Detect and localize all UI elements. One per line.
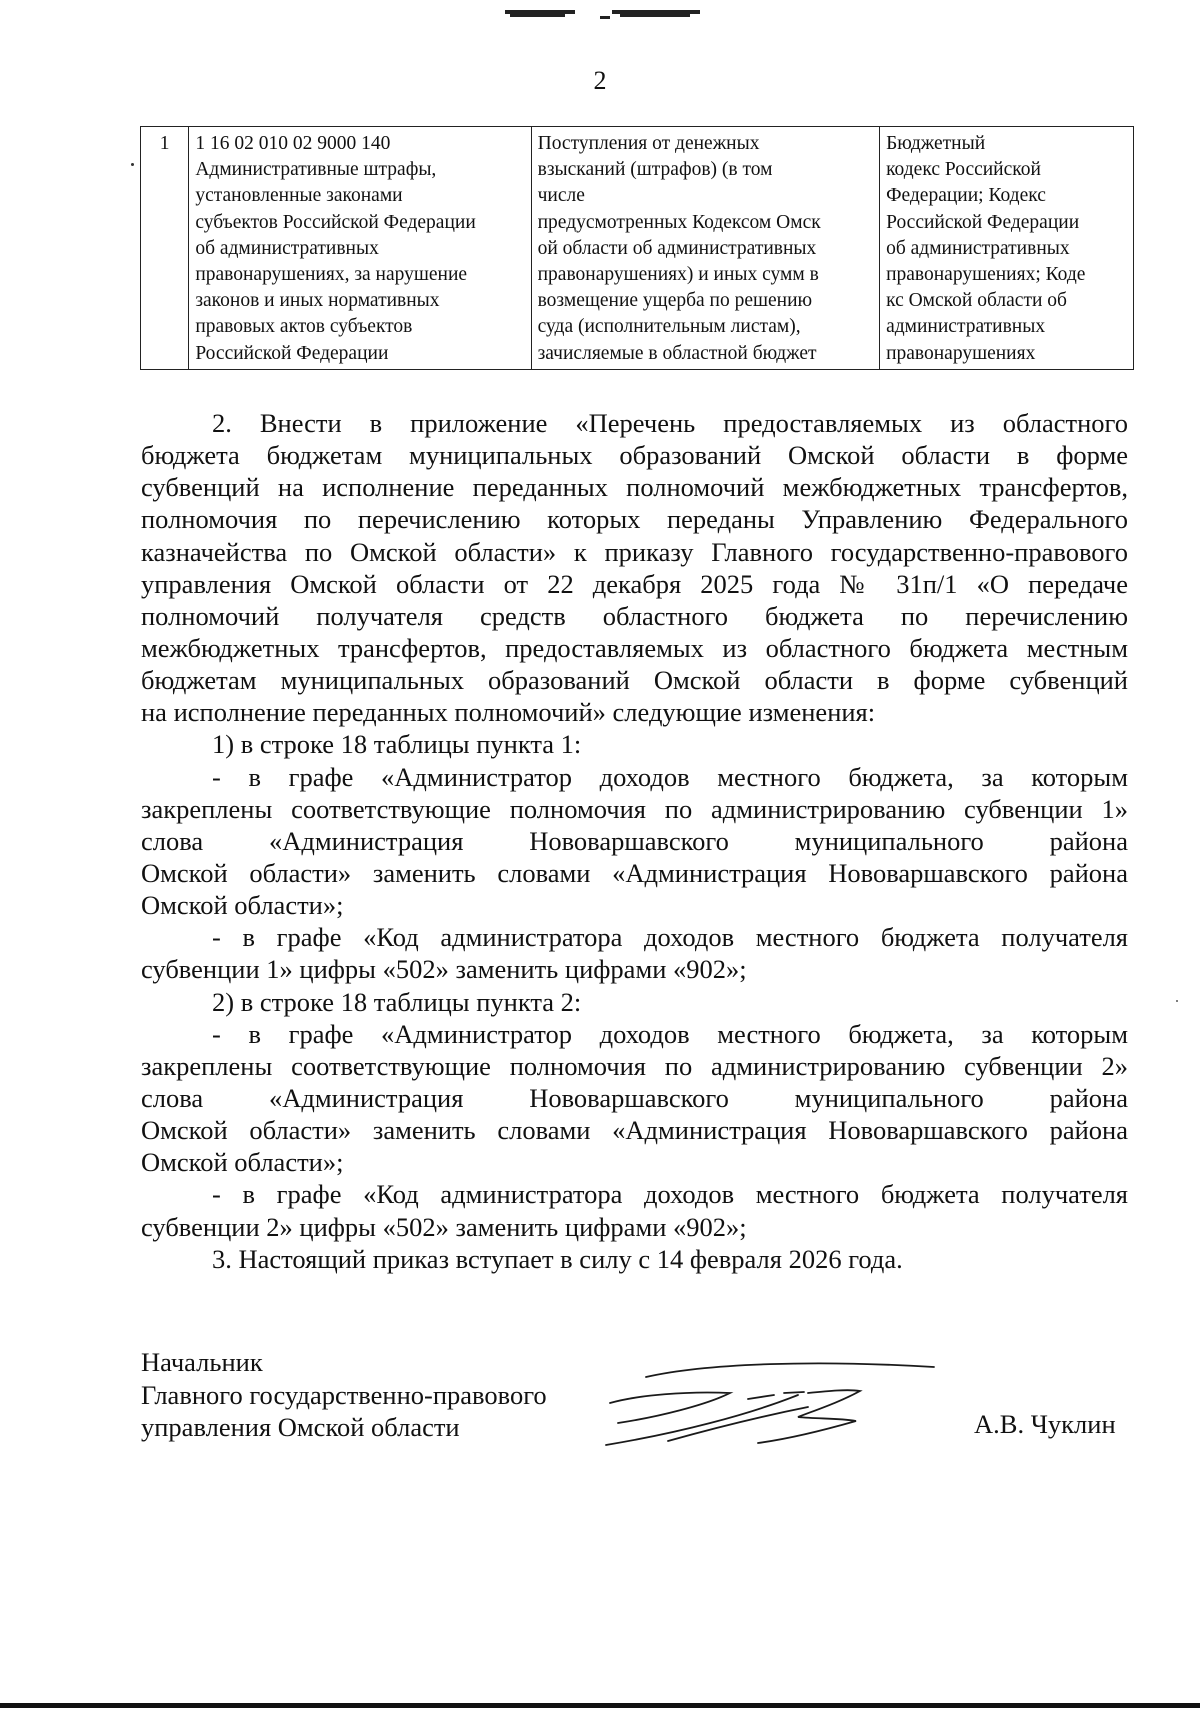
body-line: Омской области»;: [141, 1147, 344, 1178]
position-line: Главного государственно-правового: [141, 1379, 547, 1410]
cell-text: Российской Федерации: [886, 211, 1080, 233]
cell-text: числе: [537, 185, 585, 207]
cell-text: правовых актов субъектов: [195, 316, 413, 338]
cell-text: Бюджетный: [886, 133, 986, 154]
body-line: - в графе «Администратор доходов местного бюджета, за которым: [212, 1018, 1128, 1049]
body-line: - в графе «Код администратора доходов местного бюджета получателя: [212, 922, 1128, 953]
body-line: 2. Внести в приложение «Перечень предоставляемых из областного: [212, 408, 1128, 438]
cell-text: 1 16 02 010 02 9000 140: [195, 133, 391, 154]
scan-edge-artifact: [0, 2, 1200, 26]
cell-text: административных: [886, 316, 1046, 338]
scan-edge-artifact: [0, 1700, 1200, 1709]
signatory-name: А.В. Чуклин: [974, 1409, 1116, 1439]
amendment-table: [140, 126, 1134, 370]
body-line: управления Омской области от 22 декабря 2025 года № 31п/1 «О передаче: [141, 568, 1128, 599]
signatory-position: [141, 1346, 547, 1444]
cell-text: возмещение ущерба по решению: [537, 290, 813, 312]
scan-speck: [131, 163, 134, 166]
body-line: слова «Администрация Нововаршавского муниципального района: [141, 1082, 1128, 1113]
cell-text: установленные законами: [195, 185, 403, 207]
cell-text: законов и иных нормативных: [195, 290, 440, 312]
revenue-description-cell: [531, 127, 879, 370]
body-line: Омской области» заменить словами «Администрация Нововаршавского района: [141, 857, 1128, 888]
legal-basis-cell: [880, 127, 1134, 370]
body-line: полномочия по перечислению которых переданы Управлению Федерального: [141, 504, 1128, 535]
body-line: казначейства по Омской области» к приказу Главного государственно-правового: [141, 536, 1128, 567]
cell-text: правонарушениях) и иных сумм в: [537, 264, 819, 286]
body-line: - в графе «Код администратора доходов местного бюджета получателя: [212, 1179, 1128, 1210]
scan-speck: [1176, 1000, 1178, 1002]
cell-text: кс Омской области об: [886, 290, 1067, 312]
page-number: 2: [593, 66, 607, 95]
cell-text: субъектов Российской Федерации: [195, 211, 476, 233]
body-line: Омской области» заменить словами «Администрация Нововаршавского района: [141, 1115, 1128, 1146]
cell-text: правонарушениях; Коде: [886, 264, 1086, 286]
cell-text: Административные штрафы,: [195, 159, 437, 181]
cell-text: об административных: [886, 237, 1070, 259]
body-line: субвенции 2» цифры «502» заменить цифрами «902»;: [141, 1211, 747, 1242]
cell-text: Российской Федерации: [195, 342, 389, 364]
position-line: Начальник: [141, 1347, 263, 1377]
body-line: бюджетам муниципальных образований Омской области в форме субвенций: [141, 665, 1128, 696]
cell-text: Федерации; Кодекс: [886, 185, 1046, 207]
body-line: - в графе «Администратор доходов местного бюджета, за которым: [212, 761, 1128, 792]
body-line: межбюджетных трансфертов, предоставляемых из областного бюджета местным: [141, 632, 1128, 663]
body-line: бюджета бюджетам муниципальных образований Омской области в форме: [141, 440, 1128, 471]
row-number: 1: [159, 133, 170, 154]
body-line: закреплены соответствующие полномочия по администрированию субвенции 2»: [141, 1050, 1128, 1081]
body-line: 1) в строке 18 таблицы пункта 1:: [212, 729, 582, 760]
cell-text: зачисляемые в областной бюджет: [537, 342, 817, 364]
cell-text: правонарушениях: [886, 342, 1036, 364]
position-line: управления Омской области: [141, 1412, 460, 1442]
body-line: слова «Администрация Нововаршавского муниципального района: [141, 825, 1128, 856]
body-line: на исполнение переданных полномочий» следующие изменения:: [141, 697, 876, 728]
cell-text: правонарушениях, за нарушение: [195, 264, 468, 286]
cell-text: суда (исполнительным листам),: [537, 316, 801, 338]
cell-text: об административных: [195, 237, 379, 259]
handwritten-signature: [598, 1355, 938, 1455]
order-body-text: [141, 407, 1128, 1275]
cell-text: Поступления от денежных: [537, 133, 760, 154]
body-line: закреплены соответствующие полномочия по администрированию субвенции 1»: [141, 793, 1128, 824]
body-line: субвенций на исполнение переданных полномочий межбюджетных трансфертов,: [141, 472, 1128, 503]
cell-text: взысканий (штрафов) (в том: [537, 159, 773, 181]
body-line: Омской области»;: [141, 890, 344, 921]
body-line: субвенции 1» цифры «502» заменить цифрами «902»;: [141, 954, 747, 985]
cell-text: ой области об административных: [537, 237, 817, 259]
code-description-cell: [189, 127, 531, 370]
table-row: [141, 127, 1134, 370]
cell-text: кодекс Российской: [886, 159, 1041, 181]
body-line: полномочий получателя средств областного бюджета по перечислению: [141, 600, 1128, 631]
body-line: 3. Настоящий приказ вступает в силу с 14 февраля 2026 года.: [212, 1243, 903, 1274]
row-number-cell: [141, 127, 189, 370]
cell-text: предусмотренных Кодексом Омск: [537, 211, 821, 233]
body-line: 2) в строке 18 таблицы пункта 2:: [212, 986, 582, 1017]
